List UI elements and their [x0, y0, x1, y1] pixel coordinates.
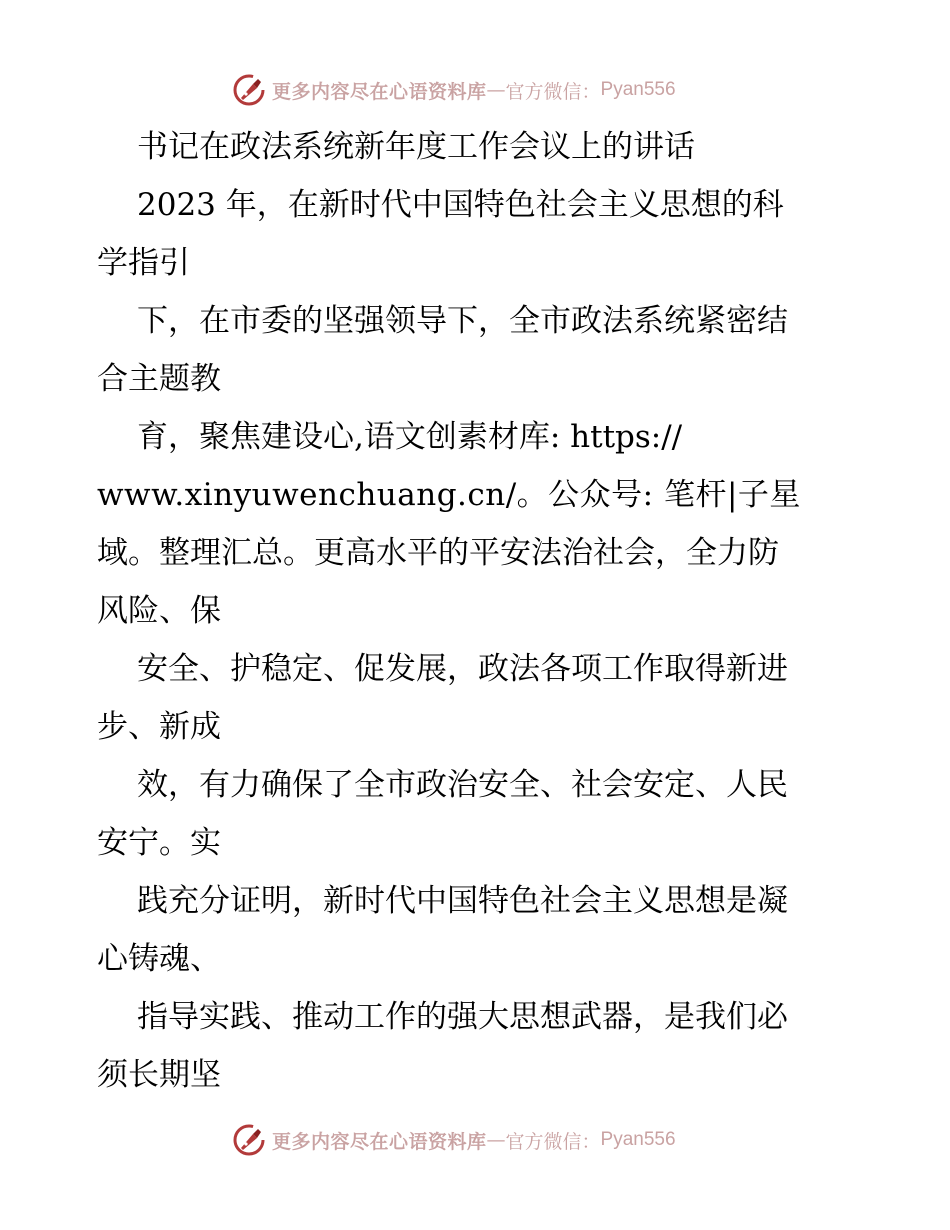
watermark-title: 更多内容尽在心语资料库 — [272, 1130, 487, 1153]
text-line: 效，有力确保了全市政治安全、社会安定、人民 — [137, 767, 788, 803]
watermark-wechat-label: 官方微信： — [505, 80, 601, 103]
footer-watermark — [232, 1122, 676, 1158]
pen-nib-logo-icon — [232, 1123, 266, 1157]
watermark-wechat-id: Pyan556 — [600, 79, 676, 100]
text-line: 域。整理汇总。更高水平的平安法治社会，全力防 — [97, 535, 779, 571]
text-line: 安全、护稳定、促发展，政法各项工作取得新进 — [137, 651, 788, 687]
text-line: 风险、保 — [97, 593, 221, 629]
text-line: 安宁。实 — [97, 825, 221, 861]
text-line: 2023 年，在新时代中国特色社会主义思想的科 — [137, 187, 784, 223]
watermark-wechat-id: Pyan556 — [600, 1129, 676, 1150]
text-line: 指导实践、推动工作的强大思想武器，是我们必 — [137, 999, 788, 1035]
text-line: 步、新成 — [97, 709, 221, 745]
document-title: 书记在政法系统新年度工作会议上的讲话 — [137, 129, 695, 165]
text-line: www.xinyuwenchuang.cn/。公众号: 笔杆|子星 — [97, 477, 801, 513]
watermark-title: 更多内容尽在心语资料库 — [272, 80, 487, 103]
document-body — [97, 118, 867, 1104]
text-line: 学指引 — [97, 245, 190, 281]
text-line: 须长期坚 — [97, 1057, 221, 1093]
pen-nib-logo-icon — [232, 73, 266, 107]
watermark-separator: — — [486, 1129, 506, 1151]
text-line: 合主题教 — [97, 361, 221, 397]
text-line: 践充分证明，新时代中国特色社会主义思想是凝 — [137, 883, 788, 919]
text-line: 心铸魂、 — [97, 941, 221, 977]
watermark-separator: — — [486, 79, 506, 101]
header-watermark — [232, 72, 676, 108]
watermark-wechat-label: 官方微信： — [505, 1130, 601, 1153]
text-line: 下，在市委的坚强领导下，全市政法系统紧密结 — [137, 303, 788, 339]
text-line: 育，聚焦建设心,语文创素材库: https:// — [137, 419, 683, 455]
